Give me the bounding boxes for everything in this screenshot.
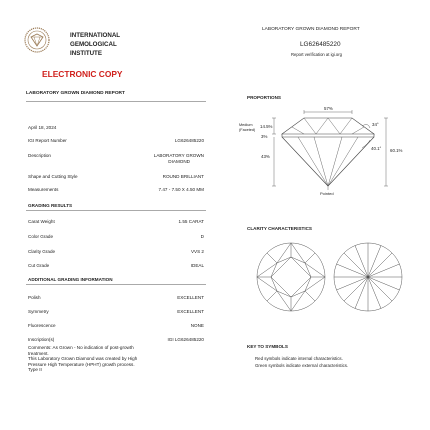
org-name-line1: INTERNATIONAL xyxy=(70,32,121,39)
divider xyxy=(26,284,206,285)
report-date: April 18, 2024 xyxy=(28,125,57,130)
divider xyxy=(26,210,206,211)
org-name-line2: GEMOLOGICAL xyxy=(70,41,117,48)
report-title: LABORATORY GROWN DIAMOND REPORT xyxy=(26,91,125,96)
electronic-copy-label: ELECTRONIC COPY xyxy=(42,69,123,79)
total-depth: 60.1% xyxy=(390,148,403,153)
field-label: Color Grade xyxy=(28,234,54,239)
girdle-label-1: Medium xyxy=(239,123,253,127)
field-value: 1.55 CARAT xyxy=(178,219,204,224)
field-label: Fluorescence xyxy=(28,323,56,328)
field-cut xyxy=(28,263,204,269)
clarity-plot-pavilion xyxy=(332,241,404,313)
field-value: ROUND BRILLIANT xyxy=(162,174,204,179)
field-label: IGI Report Number xyxy=(28,138,67,143)
field-description xyxy=(28,153,204,165)
girdle-pct: 3% xyxy=(261,134,268,139)
clarity-title: CLARITY CHARACTERISTICS xyxy=(247,226,312,231)
crown-height: 14.5% xyxy=(260,124,273,129)
comment-line: Pressure High Temperature (HPHT) growth process. xyxy=(28,361,135,367)
comment-line: This Laboratory Grown Diamond was created by High xyxy=(28,356,138,362)
field-value: 7.47 - 7.50 X 4.50 MM xyxy=(158,187,204,192)
additional-info-title: ADDITIONAL GRADING INFORMATION xyxy=(28,277,113,282)
field-clarity xyxy=(28,249,204,255)
field-label: Symmetry xyxy=(28,309,49,314)
field-value: D xyxy=(200,234,204,239)
field-carat xyxy=(28,219,204,225)
clarity-plot-crown xyxy=(255,241,327,313)
pavilion-angle: 40.1° xyxy=(371,146,382,151)
girdle-label-2: (Faceted) xyxy=(239,128,256,132)
field-inscription xyxy=(28,337,204,343)
field-value: IGI LG626485220 xyxy=(167,337,204,342)
field-report-number xyxy=(28,138,204,144)
field-color xyxy=(28,234,204,240)
field-label: Cut Grade xyxy=(28,263,50,268)
comment-line: Comments: As Grown - No indication of post-growth xyxy=(28,345,134,350)
right-report-title: LABORATORY GROWN DIAMOND REPORT xyxy=(262,27,360,32)
field-label: Measurements xyxy=(28,187,59,192)
field-label: Shape and Cutting Style xyxy=(28,174,78,179)
field-value: VVS 2 xyxy=(190,249,204,254)
field-value: LABORATORY GROWN xyxy=(153,153,204,158)
comments-block xyxy=(28,346,208,374)
field-label: Inscription(s) xyxy=(28,337,55,342)
grading-results-title: GRADING RESULTS xyxy=(28,203,73,208)
table-pct: 57% xyxy=(324,106,333,111)
igi-logo xyxy=(24,27,50,53)
field-label: Carat Weight xyxy=(28,219,55,224)
field-value: EXCELLENT xyxy=(177,309,204,314)
org-name-line3: INSTITUTE xyxy=(70,50,102,57)
igi-seal-icon xyxy=(24,27,50,53)
field-value-line2: DIAMOND xyxy=(168,159,190,164)
field-value: EXCELLENT xyxy=(177,295,204,300)
culet-label: Pointed xyxy=(320,191,334,196)
field-label: Clarity Grade xyxy=(28,249,56,254)
field-value: NONE xyxy=(190,323,204,328)
key-line-red: Red symbols indicate internal characteristics. xyxy=(255,356,343,361)
key-title: KEY TO SYMBOLS xyxy=(247,344,288,349)
key-line-green: Green symbols indicate external characteristics. xyxy=(255,363,349,368)
crown-angle: 34° xyxy=(372,122,379,127)
divider xyxy=(26,101,206,102)
right-report-number: LG626485220 xyxy=(300,41,341,48)
field-symmetry xyxy=(28,309,204,315)
field-polish xyxy=(28,295,204,301)
field-shape xyxy=(28,174,204,180)
comment-line: treatment. xyxy=(28,350,49,356)
field-value: LG626485220 xyxy=(174,138,204,143)
field-label: Polish xyxy=(28,295,41,300)
proportions-title: PROPORTIONS xyxy=(247,95,281,100)
comment-line: Type II xyxy=(28,367,42,373)
field-label: Description xyxy=(28,153,51,158)
pavilion-depth: 43% xyxy=(261,154,270,159)
field-measurements xyxy=(28,187,204,193)
verification-text: Report verification at igi.org xyxy=(291,52,342,57)
proportions-diagram xyxy=(236,104,416,196)
field-value: IDEAL xyxy=(190,263,204,268)
field-fluorescence xyxy=(28,323,204,329)
